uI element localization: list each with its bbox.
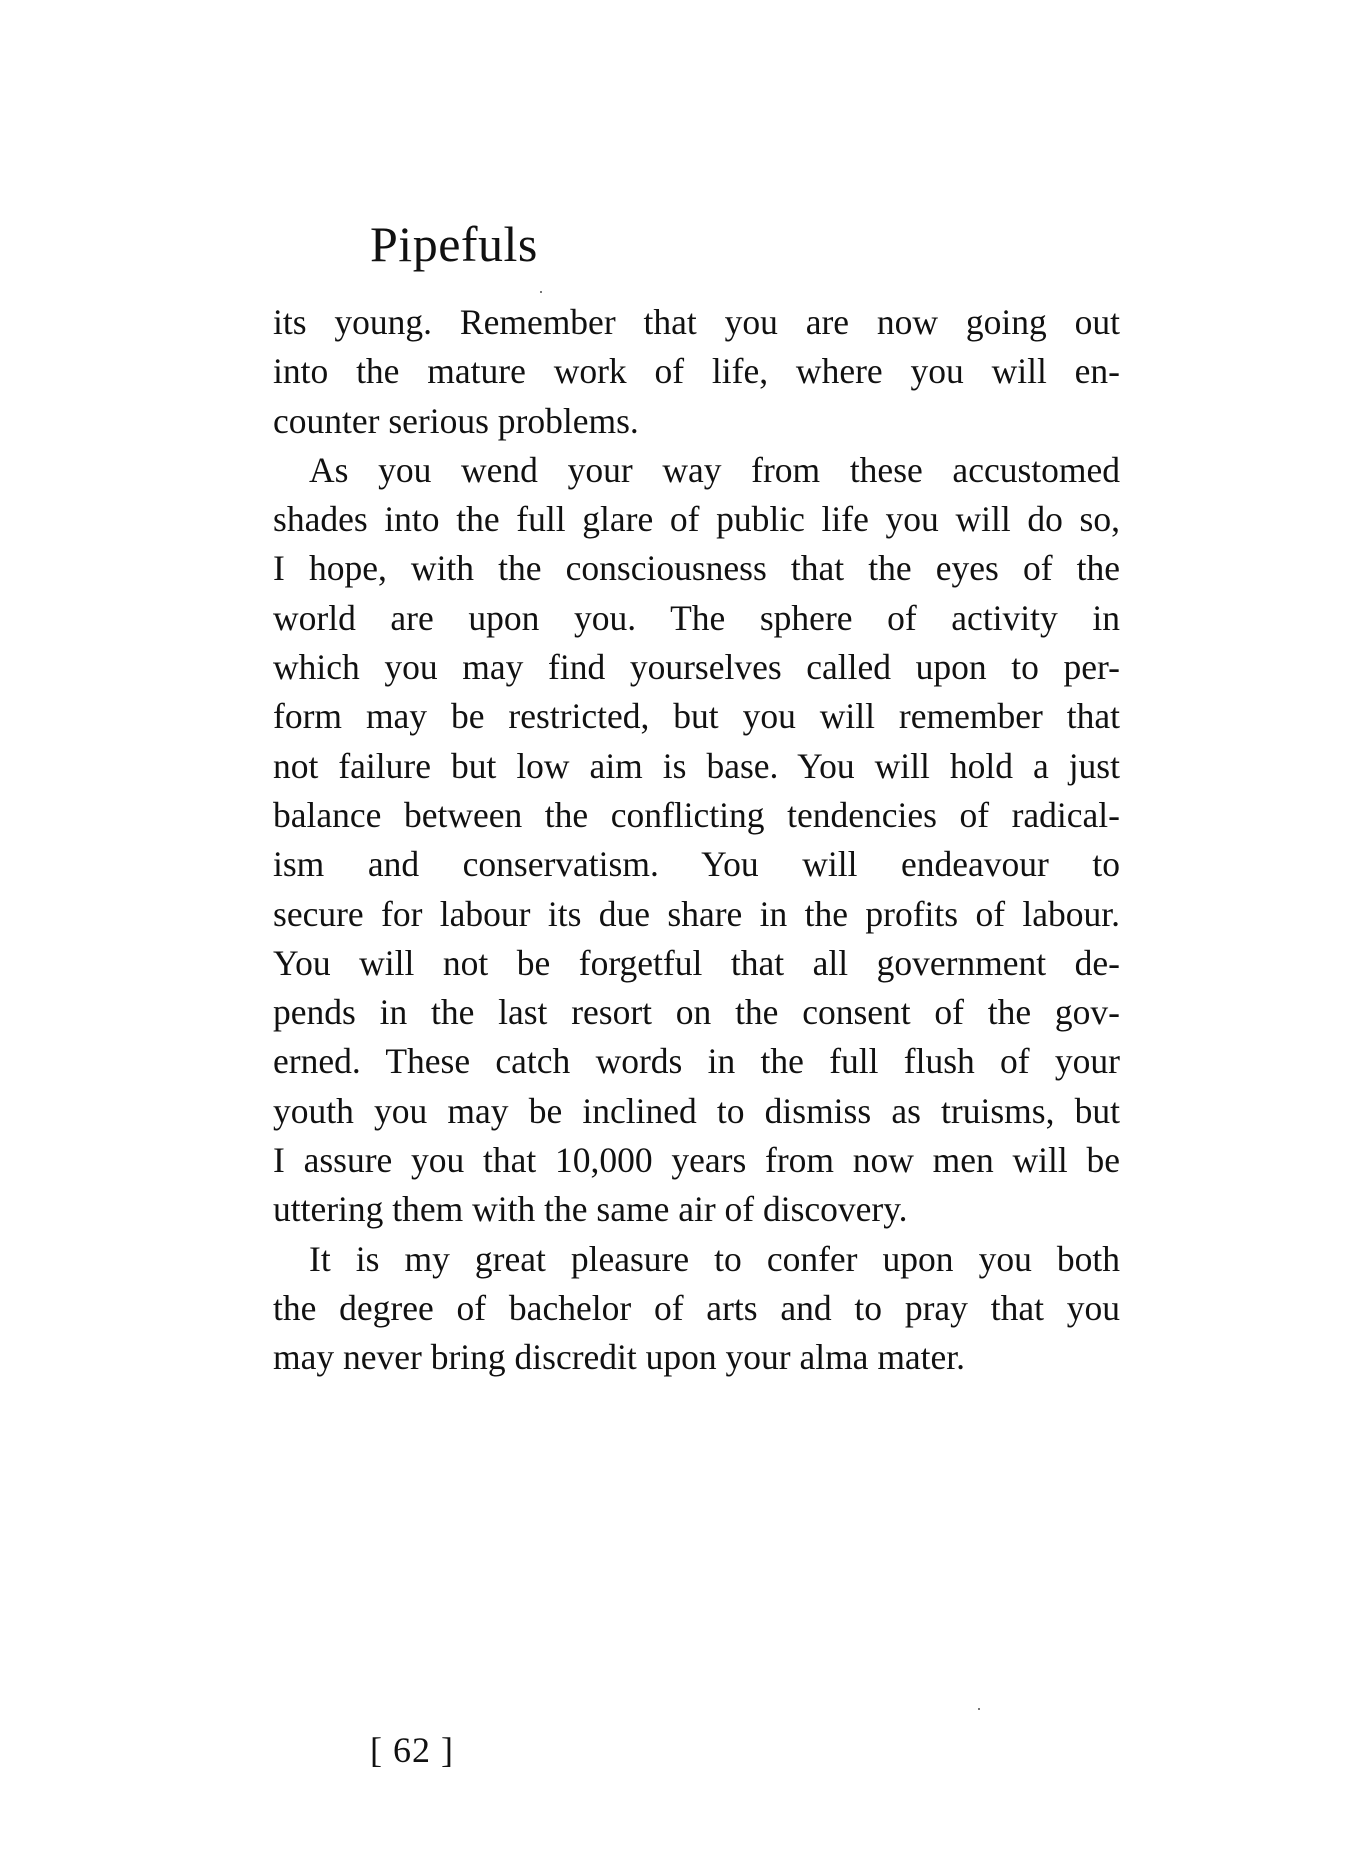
text-line: youth you may be inclined to dismiss as truisms, but [273, 1090, 1120, 1131]
text-line: ism and conservatism. You will endeavour to [273, 844, 1120, 885]
text-line: pends in the last resort on the consent of the gov- [273, 992, 1120, 1033]
text-line: may never bring discredit upon your alma mater. [273, 1337, 966, 1378]
body-text [273, 298, 1120, 1383]
text-line: its young. Remember that you are now going out [273, 302, 1120, 342]
print-speck [540, 291, 542, 293]
text-line: the degree of bachelor of arts and to pray that you [273, 1287, 1120, 1328]
text-line: world are upon you. The sphere of activity in [273, 597, 1120, 638]
text-line: I assure you that 10,000 years from now men will be [273, 1140, 1120, 1181]
text-line: which you may find yourselves called upon to per- [273, 647, 1120, 688]
text-line: into the mature work of life, where you will en- [273, 351, 1120, 392]
text-line: counter serious problems. [273, 400, 639, 441]
text-line: erned. These catch words in the full flush of your [273, 1041, 1120, 1082]
text-line: secure for labour its due share in the profits of labour. [273, 893, 1120, 934]
text-line: not failure but low aim is base. You will hold a just [273, 745, 1120, 786]
print-speck [978, 1708, 980, 1710]
text-line: form may be restricted, but you will remember that [273, 696, 1120, 737]
page-number: [ 62 ] [370, 1730, 454, 1770]
paragraph-2 [273, 446, 1120, 1235]
paragraph-1 [273, 298, 1120, 446]
text-line: You will not be forgetful that all government de- [273, 942, 1120, 983]
text-line: It is my great pleasure to confer upon you both [309, 1238, 1120, 1279]
text-line: balance between the conflicting tendencies of radical- [273, 794, 1120, 835]
text-line: uttering them with the same air of discovery. [273, 1189, 908, 1230]
text-line: As you wend your way from these accustomed [309, 449, 1120, 490]
text-line: I hope, with the consciousness that the eyes of the [273, 548, 1120, 589]
paragraph-3 [273, 1235, 1120, 1383]
running-head: Pipefuls [370, 216, 538, 272]
text-line: shades into the full glare of public life you will do so, [273, 499, 1120, 540]
